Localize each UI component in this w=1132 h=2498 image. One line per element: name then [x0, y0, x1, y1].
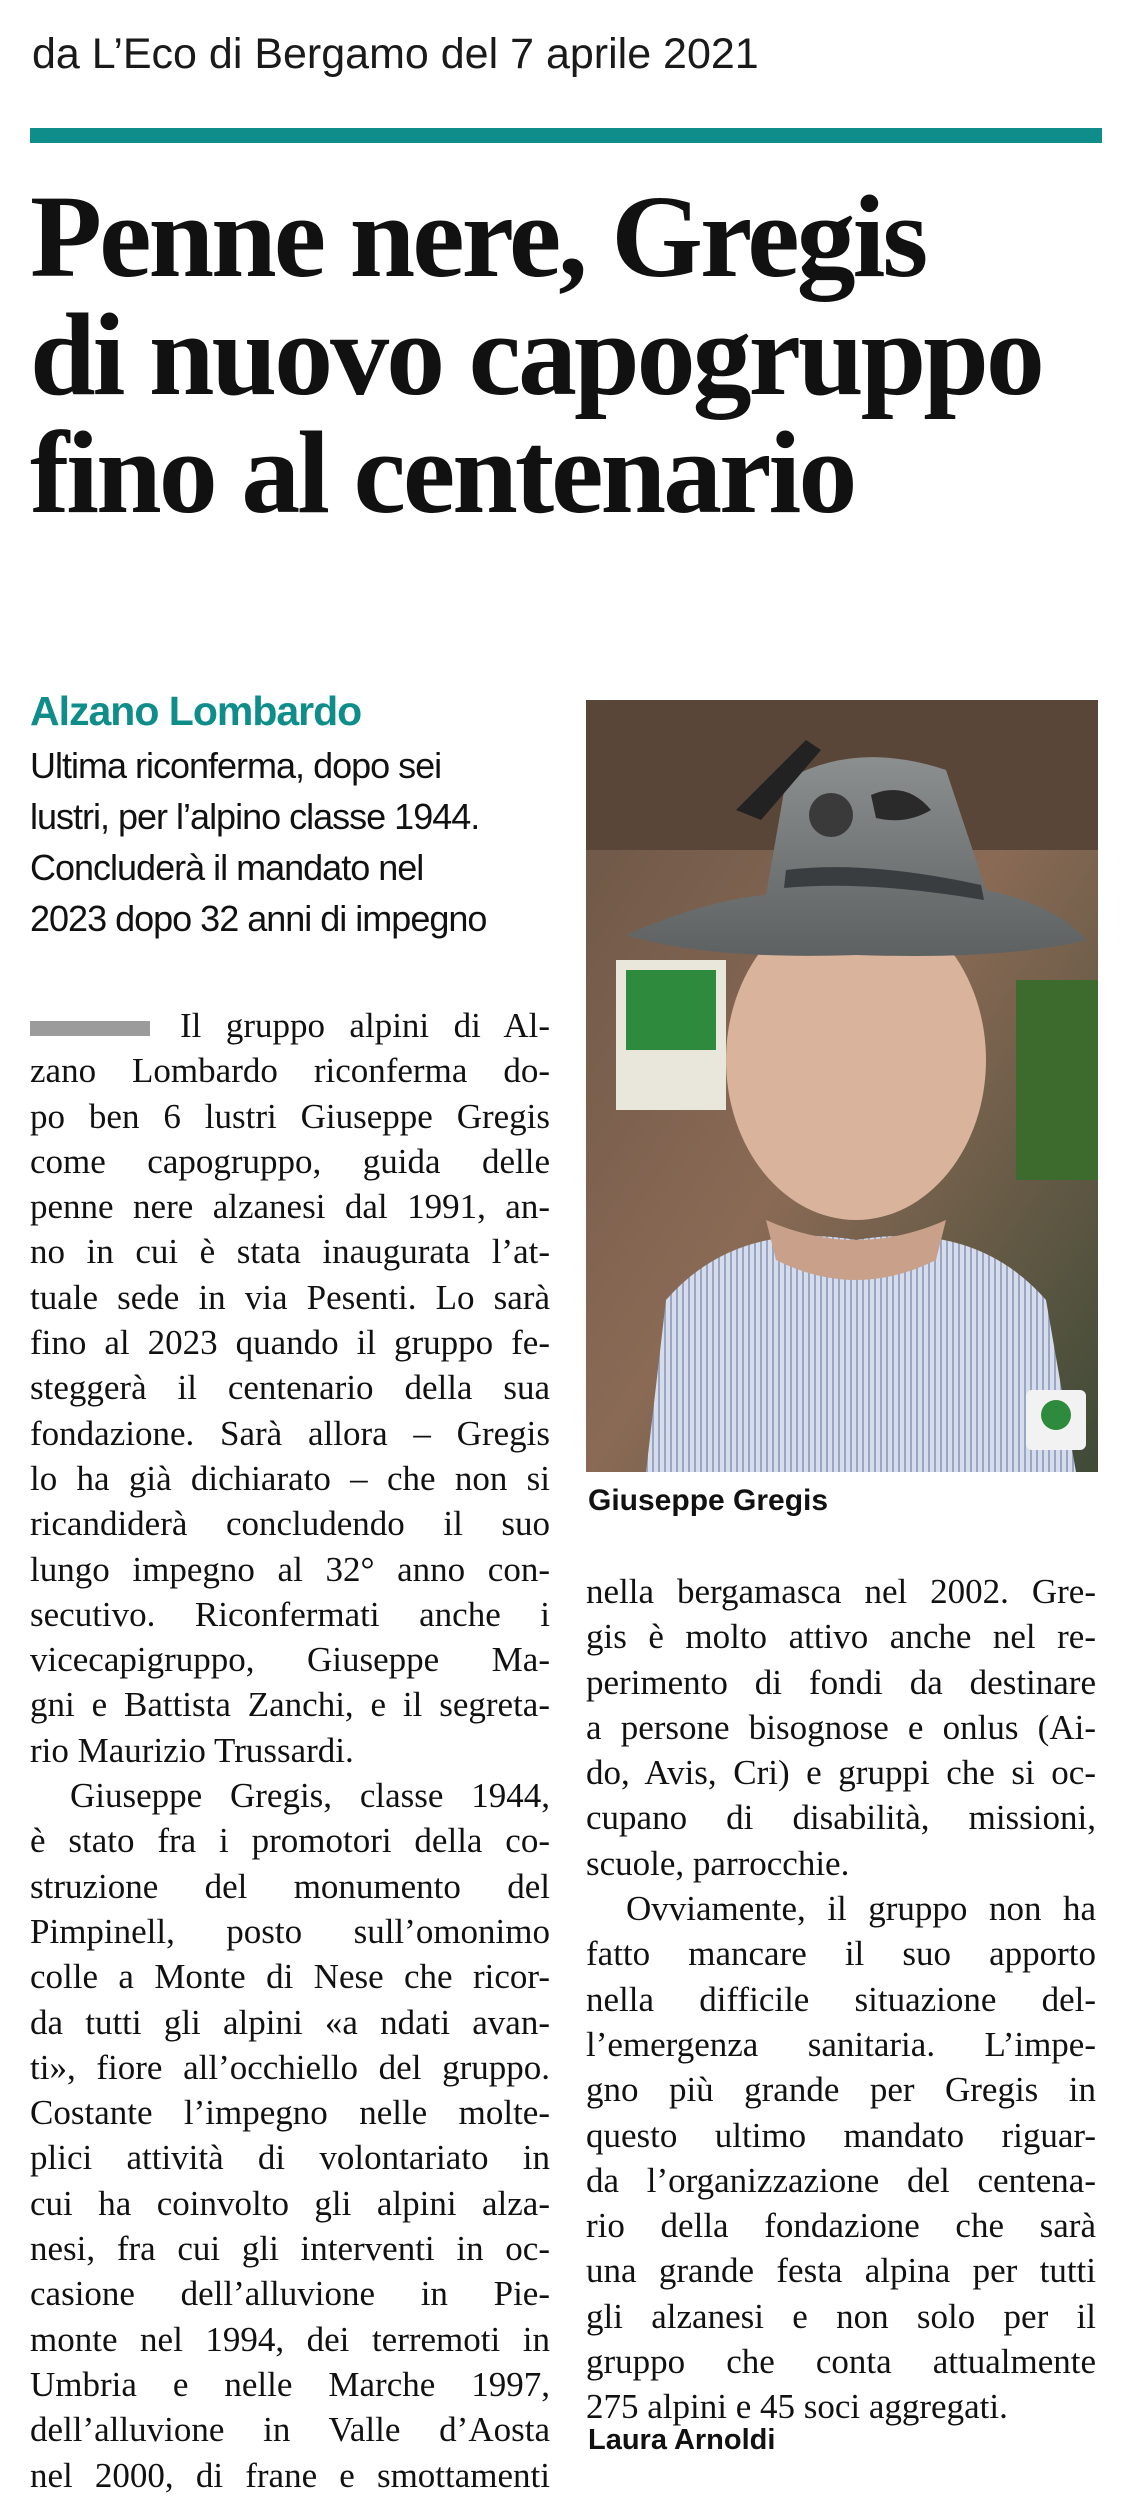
headline-line: fino al centenario [30, 407, 855, 538]
paragraph-line: lo ha già dichiarato – che non si [30, 1458, 550, 1498]
paragraph-line: penne nere alzanesi dal 1991, an- [30, 1187, 550, 1227]
paragraph-line: struzione del monumento del [30, 1866, 550, 1906]
source-line: da L’Eco di Bergamo del 7 aprile 2021 [32, 30, 759, 78]
paragraph-line: gno più grande per Gregis in [586, 2070, 1096, 2110]
paragraph-line: a persone bisognose e onlus (Ai- [586, 1707, 1096, 1747]
header-rule [30, 128, 1102, 143]
paragraph-line: nel 2000, di frane e smottamenti [30, 2455, 550, 2495]
paragraph-line: nella difficile situazione del- [586, 1979, 1096, 2019]
paragraph-line: cui ha coinvolto gli alpini alza- [30, 2183, 550, 2223]
paragraph-line: zano Lombardo riconferma do- [30, 1051, 550, 1091]
photo-caption: Giuseppe Gregis [588, 1484, 829, 1517]
subhead-line: Ultima riconferma, dopo sei [30, 745, 442, 786]
paragraph-line: tuale sede in via Pesenti. Lo sarà [30, 1277, 550, 1317]
paragraph-line: gni e Battista Zanchi, e il segreta- [30, 1685, 550, 1725]
paragraph-line: Pimpinell, posto sull’omonimo [30, 1911, 550, 1951]
paragraph-line: ricandiderà concludendo il suo [30, 1504, 550, 1544]
article-column-2 [586, 1569, 1096, 2430]
subhead-line: 2023 dopo 32 anni di impegno [30, 898, 487, 939]
paragraph-line: perimento di fondi da destinare [586, 1662, 1096, 1702]
paragraph-line: Giuseppe Gregis, classe 1944, [70, 1776, 550, 1816]
paragraph-line: dell’alluvione in Valle d’Aosta [30, 2410, 550, 2450]
paragraph-line: fino al 2023 quando il gruppo fe- [30, 1323, 550, 1363]
author-byline: Laura Arnoldi [588, 2424, 776, 2456]
paragraph-line: l’emergenza sanitaria. L’impe- [586, 2024, 1096, 2064]
paragraph-line: Costante l’impegno nelle molte- [30, 2093, 550, 2133]
paragraph-line: gis è molto attivo anche nel re- [586, 1617, 1096, 1657]
location-kicker: Alzano Lombardo [30, 688, 362, 734]
portrait-photo [586, 700, 1098, 1472]
subheadline [30, 740, 570, 944]
subhead-line: lustri, per l’alpino classe 1944. [30, 796, 480, 837]
paragraph-line: da tutti gli alpini «a ndati avan- [30, 2002, 550, 2042]
headline-line: di nuovo capogruppo [30, 289, 1042, 420]
paragraph-line: è stato fra i promotori della co- [30, 1821, 550, 1861]
paragraph-line: rio Maurizio Trussardi. [30, 1730, 354, 1770]
paragraph-line: nella bergamasca nel 2002. Gre- [586, 1572, 1096, 1611]
paragraph-line: nesi, fra cui gli interventi in oc- [30, 2229, 550, 2269]
paragraph-line: Ovviamente, il gruppo non ha [626, 1889, 1096, 1929]
paragraph-line: cupano di disabilità, missioni, [586, 1798, 1096, 1838]
paragraph-line: scuole, parrocchie. [586, 1843, 850, 1883]
paragraph-line: po ben 6 lustri Giuseppe Gregis [30, 1096, 550, 1136]
paragraph-line: secutivo. Riconfermati anche i [30, 1594, 550, 1634]
paragraph-line: steggerà il centenario della sua [30, 1368, 550, 1408]
paragraph-line: questo ultimo mandato riguar- [586, 2115, 1096, 2155]
headline-line: Penne nere, Gregis [30, 171, 926, 302]
paragraph-line: come capogruppo, guida delle [30, 1141, 550, 1181]
paragraph-line: colle a Monte di Nese che ricor- [30, 1957, 550, 1997]
paragraph-line: da l’organizzazione del centena- [586, 2160, 1096, 2200]
paragraph-line: ti», fiore all’occhiello del gruppo. [30, 2047, 550, 2087]
paragraph-line: 275 alpini e 45 soci aggregati. [586, 2387, 1008, 2427]
paragraph-line: gli alzanesi e non solo per il [586, 2296, 1096, 2336]
paragraph-line: plici attività di volontariato in [30, 2138, 550, 2178]
paragraph-line: no in cui è stata inaugurata l’at- [30, 1232, 550, 1272]
paragraph-line: casione dell’alluvione in Pie- [30, 2274, 550, 2314]
paragraph-line: fondazione. Sarà allora – Gregis [30, 1413, 550, 1453]
headline [30, 171, 1110, 538]
paragraph-line: do, Avis, Cri) e gruppi che si oc- [586, 1753, 1096, 1793]
paragraph-line: rio della fondazione che sarà [586, 2206, 1096, 2246]
paragraph-line: fatto mancare il suo apporto [586, 1934, 1096, 1974]
paragraph-line: Umbria e nelle Marche 1997, [30, 2364, 550, 2404]
paragraph-line: lungo impegno al 32° anno con- [30, 1549, 550, 1589]
paragraph-line: Il gruppo alpini di Al- [30, 1003, 550, 1048]
paragraph-line: vicecapigruppo, Giuseppe Ma- [30, 1640, 550, 1680]
subhead-line: Concluderà il mandato nel [30, 847, 424, 888]
paragraph-line: monte nel 1994, dei terremoti in [30, 2319, 550, 2359]
paragraph-line: una grande festa alpina per tutti [586, 2251, 1096, 2291]
paragraph-line: gruppo che conta attualmente [586, 2342, 1096, 2382]
article-column-1 [30, 1003, 550, 2498]
lead-bar [30, 1021, 150, 1036]
